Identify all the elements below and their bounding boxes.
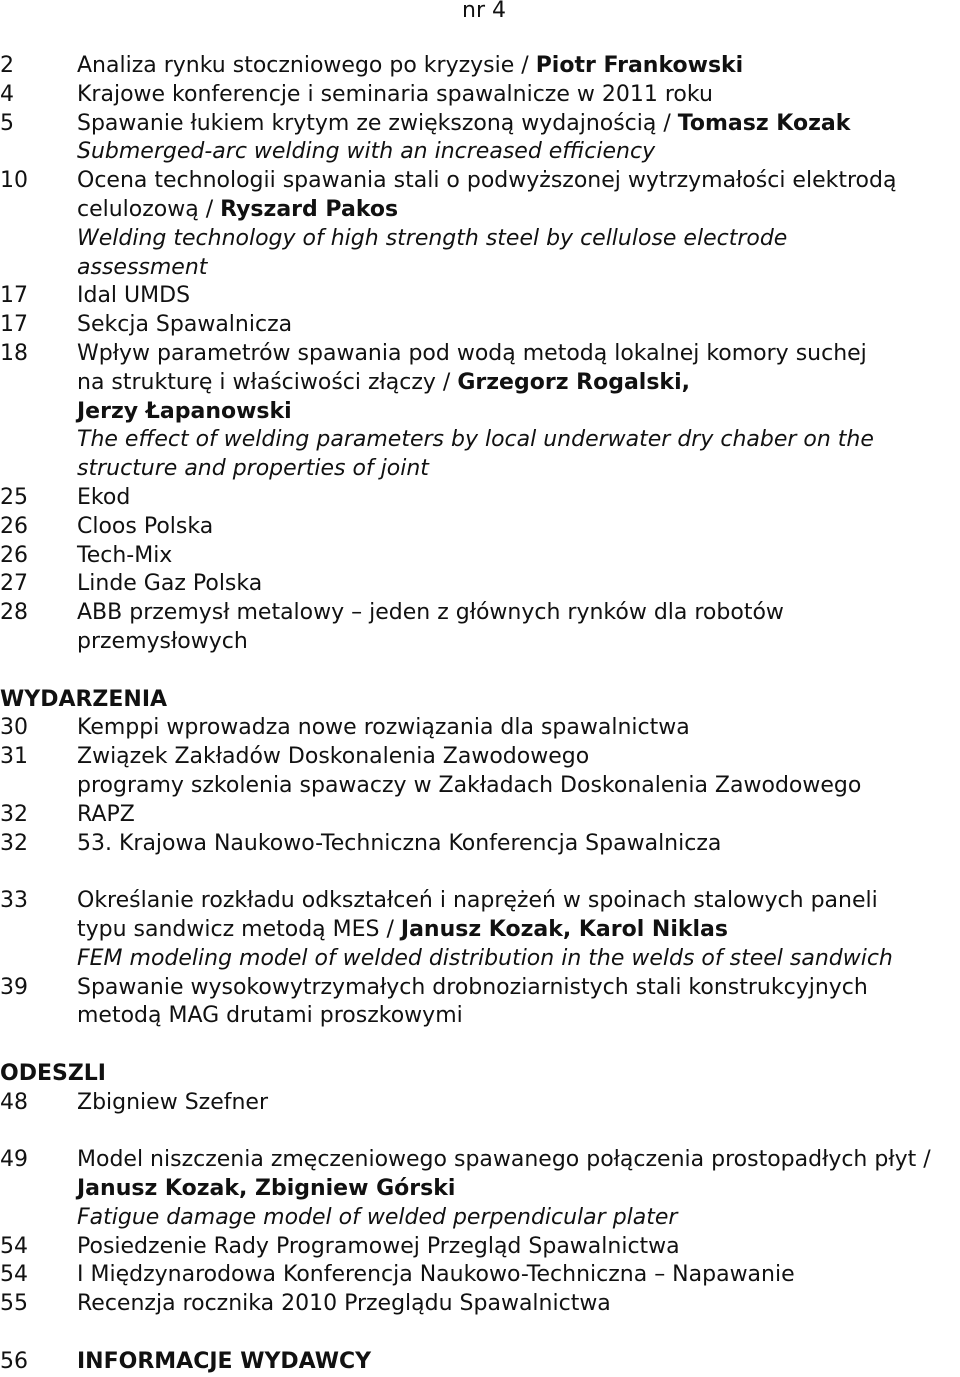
spacer	[0, 1117, 960, 1146]
entry-title	[77, 110, 960, 139]
toc-entry-line	[0, 1175, 960, 1204]
toc-entry-line	[0, 1261, 960, 1290]
toc-entry-line	[0, 52, 960, 81]
page-number: 28	[0, 600, 28, 626]
toc-entry-line	[0, 1002, 960, 1031]
page-number	[0, 196, 77, 225]
entry-title	[77, 628, 960, 657]
entry-text: Idal UMDS	[77, 283, 191, 309]
entry-title	[77, 916, 960, 945]
english-title: FEM modeling model of welded distribution in the welds of steel sandwich	[77, 945, 893, 971]
entry-title	[77, 1089, 960, 1118]
entry-text: Określanie rozkładu odkształceń i naprężeń w spoinach stalowych paneli	[77, 888, 878, 914]
entry-title	[77, 52, 960, 81]
entry-title	[77, 513, 960, 542]
spacer	[0, 1319, 960, 1348]
toc-entry-line	[0, 714, 960, 743]
entry-text: 53. Krajowa Naukowo-Techniczna Konferencja Spawalnicza	[77, 830, 722, 856]
toc-entry-english-line	[0, 1204, 960, 1233]
entry-author: Janusz Kozak, Zbigniew Górski	[77, 1176, 456, 1202]
entry-text: RAPZ	[77, 801, 135, 827]
entry-text: Kemppi wprowadza nowe rozwiązania dla spawalnictwa	[77, 715, 690, 741]
entry-title	[77, 1348, 960, 1377]
toc-entry-line	[0, 542, 960, 571]
page-number: 17	[0, 312, 28, 338]
page-number: 27	[0, 571, 28, 597]
entry-text: metodą MAG drutami proszkowymi	[77, 1003, 463, 1029]
entry-author: Janusz Kozak, Karol Niklas	[400, 916, 729, 942]
toc-entry-line	[0, 599, 960, 628]
toc-entry-line	[0, 340, 960, 369]
english-title: Submerged-arc welding with an increased efficiency	[77, 139, 656, 165]
entry-title	[77, 801, 960, 830]
entry-title	[77, 311, 960, 340]
page-number	[0, 398, 77, 427]
toc-entry-line	[0, 628, 960, 657]
spacer	[0, 858, 960, 887]
toc-entry-line	[0, 1146, 960, 1175]
toc-entry-line	[0, 484, 960, 513]
entry-text: Spawanie łukiem krytym ze zwiększoną wydajnością /	[77, 110, 678, 136]
page-number: 26	[0, 542, 28, 568]
entry-author: Grzegorz Rogalski,	[457, 369, 690, 395]
entry-text: programy szkolenia spawaczy w Zakładach Doskonalenia Zawodowego	[77, 772, 862, 798]
page-number: 25	[0, 484, 28, 510]
entry-text: Tech-Mix	[77, 542, 173, 568]
entry-text: Ekod	[77, 484, 131, 510]
page-number	[0, 1002, 77, 1031]
page-number: 54	[0, 1262, 28, 1288]
toc-entry-line	[0, 830, 960, 859]
entry-author: Ryszard Pakos	[220, 196, 399, 222]
toc-entry-line	[0, 570, 960, 599]
page-number	[0, 916, 77, 945]
english-title: assessment	[77, 254, 208, 280]
entry-text: Ocena technologii spawania stali o podwyższonej wytrzymałości elektrodą	[77, 168, 897, 194]
entry-author: INFORMACJE WYDAWCY	[77, 1348, 372, 1374]
page-number	[0, 1175, 77, 1204]
section-heading: ODESZLI	[0, 1060, 106, 1086]
page-number: 39	[0, 974, 28, 1000]
spacer	[0, 657, 960, 686]
toc-entry-line	[0, 1233, 960, 1262]
toc-entry-line	[0, 1089, 960, 1118]
entry-text: Spawanie wysokowytrzymałych drobnoziarnistych stali konstrukcyjnych	[77, 974, 868, 1000]
toc-entry-line	[0, 916, 960, 945]
entry-title	[77, 1233, 960, 1262]
page-number: 56	[0, 1348, 28, 1374]
page-number: 5	[0, 110, 14, 136]
toc-entry-line	[0, 743, 960, 772]
entry-title	[77, 282, 960, 311]
entry-text: na strukturę i właściwości złączy /	[77, 369, 458, 395]
entry-text: Krajowe konferencje i seminaria spawalnicze w 2011 roku	[77, 81, 713, 107]
page-number: 10	[0, 168, 28, 194]
page-number: 32	[0, 801, 28, 827]
page-number: 4	[0, 81, 14, 107]
page-number: 48	[0, 1089, 28, 1115]
page-number	[0, 369, 77, 398]
entry-title	[77, 542, 960, 571]
page-number: 32	[0, 830, 28, 856]
toc-entry-line	[0, 801, 960, 830]
entry-title	[77, 340, 960, 369]
entry-title	[77, 974, 960, 1003]
toc-entry-line	[0, 369, 960, 398]
english-title: Welding technology of high strength steel by cellulose electrode	[77, 225, 788, 251]
entry-title	[77, 484, 960, 513]
toc-entry-english-line	[0, 138, 960, 167]
entry-title	[77, 743, 960, 772]
entry-text: Związek Zakładów Doskonalenia Zawodowego	[77, 744, 590, 770]
toc-entry-line	[0, 110, 960, 139]
page-number: 55	[0, 1291, 28, 1317]
entry-title	[77, 1261, 960, 1290]
entry-text: Sekcja Spawalnicza	[77, 312, 293, 338]
page-number	[0, 772, 77, 801]
entry-title	[77, 81, 960, 110]
issue-number: nr 4	[462, 0, 506, 23]
entry-title	[77, 398, 960, 427]
toc-entry-line	[0, 772, 960, 801]
page-number: 26	[0, 513, 28, 539]
toc-entry-line	[0, 196, 960, 225]
page-number: 30	[0, 715, 28, 741]
entry-text: typu sandwicz metodą MES /	[77, 916, 401, 942]
entry-title	[77, 167, 960, 196]
entry-title	[77, 1175, 960, 1204]
entry-title	[77, 887, 960, 916]
entry-title	[77, 369, 960, 398]
page-number: 2	[0, 53, 14, 78]
toc-entry-line	[0, 167, 960, 196]
toc-entry-line	[0, 974, 960, 1003]
entry-text: celulozową /	[77, 196, 221, 222]
entry-text: Posiedzenie Rady Programowej Przegląd Spawalnictwa	[77, 1233, 680, 1259]
entry-title	[77, 599, 960, 628]
page-number: 18	[0, 340, 28, 366]
entry-title	[77, 1002, 960, 1031]
english-title: Fatigue damage model of welded perpendicular plater	[77, 1204, 678, 1230]
table-of-contents	[0, 52, 960, 1377]
entry-title	[77, 1146, 960, 1175]
entry-title	[77, 1290, 960, 1319]
toc-entry-line	[0, 1290, 960, 1319]
entry-text: Model niszczenia zmęczeniowego spawanego połączenia prostopadłych płyt /	[77, 1147, 931, 1173]
english-title: structure and properties of joint	[77, 456, 429, 482]
page-number: 33	[0, 888, 28, 914]
section-heading: WYDARZENIA	[0, 686, 168, 712]
page-number	[0, 628, 77, 657]
toc-entry-english-line	[0, 455, 960, 484]
entry-text: przemysłowych	[77, 628, 248, 654]
page-number: 17	[0, 283, 28, 309]
entry-author: Jerzy Łapanowski	[77, 398, 292, 424]
page-number: 54	[0, 1233, 28, 1259]
entry-title	[77, 772, 960, 801]
page-number: 31	[0, 744, 28, 770]
toc-entry-line	[0, 81, 960, 110]
toc-entry-english-line	[0, 225, 960, 254]
entry-title	[77, 570, 960, 599]
toc-entry-english-line	[0, 945, 960, 974]
spacer	[0, 1031, 960, 1060]
entry-text: Wpływ parametrów spawania pod wodą metodą lokalnej komory suchej	[77, 340, 867, 366]
entry-title	[77, 830, 960, 859]
page-number: 49	[0, 1147, 28, 1173]
entry-text: Analiza rynku stoczniowego po kryzysie /	[77, 53, 536, 78]
entry-text: ABB przemysł metalowy – jeden z głównych rynków dla robotów	[77, 600, 784, 626]
entry-text: Recenzja rocznika 2010 Przeglądu Spawalnictwa	[77, 1291, 611, 1317]
entry-author: Tomasz Kozak	[677, 110, 851, 136]
toc-entry-english-line	[0, 426, 960, 455]
toc-entry-line	[0, 311, 960, 340]
entry-title	[77, 196, 960, 225]
entry-author: Piotr Frankowski	[535, 53, 744, 78]
toc-entry-line	[0, 282, 960, 311]
entry-text: Linde Gaz Polska	[77, 571, 263, 597]
toc-entry-line	[0, 887, 960, 916]
entry-title	[77, 714, 960, 743]
toc-entry-english-line	[0, 254, 960, 283]
toc-entry-line	[0, 1348, 960, 1377]
toc-entry-line	[0, 513, 960, 542]
toc-entry-line	[0, 398, 960, 427]
entry-text: Cloos Polska	[77, 513, 214, 539]
english-title: The effect of welding parameters by local underwater dry chaber on the	[77, 427, 874, 453]
entry-text: I Międzynarodowa Konferencja Naukowo-Techniczna – Napawanie	[77, 1262, 795, 1288]
entry-text: Zbigniew Szefner	[77, 1089, 269, 1115]
